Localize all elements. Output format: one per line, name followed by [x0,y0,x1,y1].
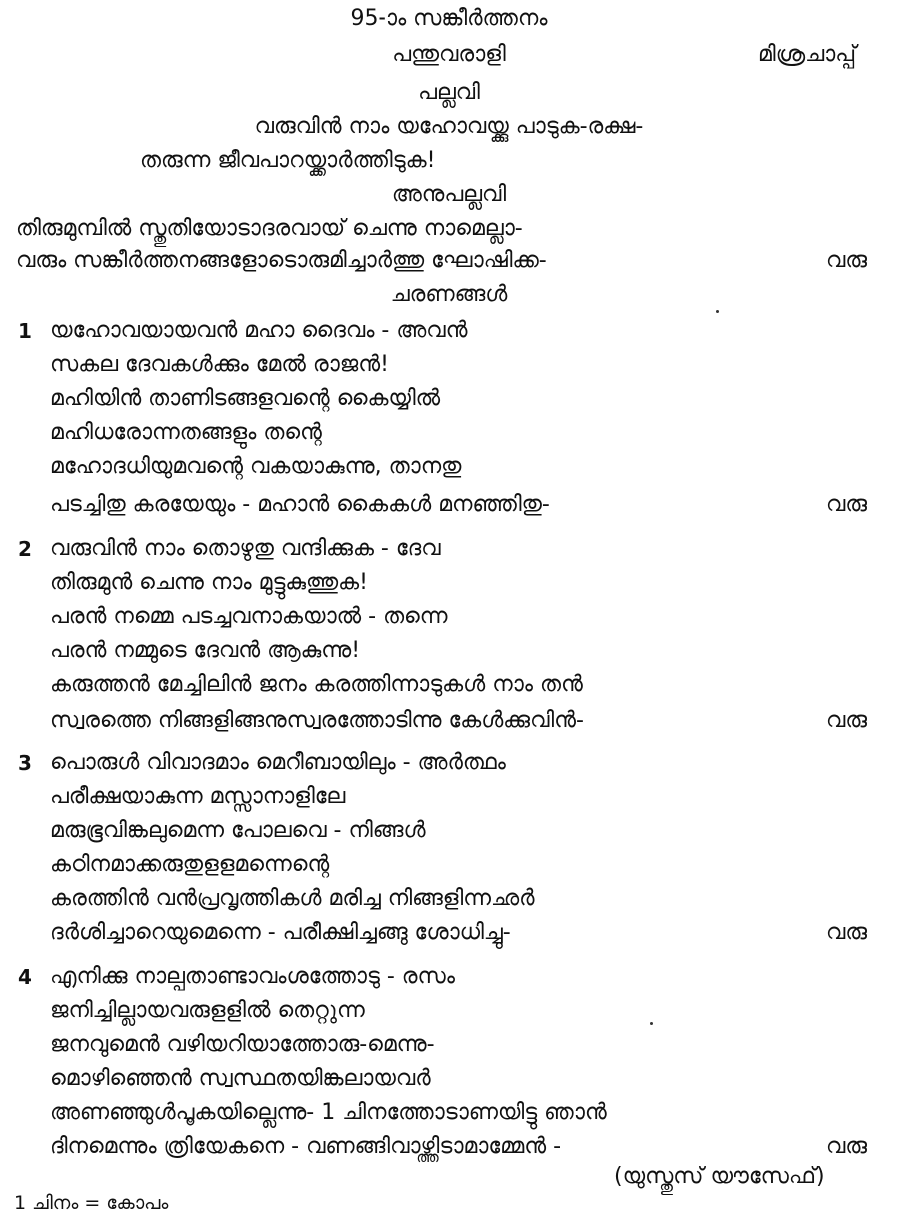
verse-1-line-6: പടച്ചിതു കരയേയും - മഹാൻ കൈകൾ മനഞ്ഞിതു- [50,492,550,517]
verse-4-refrain: വരു [826,1134,867,1159]
pallavi-heading: പല്ലവി [418,80,480,105]
verse-3-line-4: കഠിനമാക്കരുതുളളമന്നെന്റെ [50,852,330,877]
verse-3-line-3: മരുഭൂവിങ്കലുമെന്ന പോലവെ - നിങ്ങൾ [50,818,426,843]
verse-3-refrain: വരു [826,920,867,945]
verse-1-line-2: സകല ദേവകൾക്കും മേൽ രാജൻ! [50,352,389,377]
verse-4-line-5: അണഞ്ഞുൾപൂകയില്ലെന്നു- 1 ചിനത്തോടാണയിട്ടു ഞാൻ [50,1100,607,1125]
verse-3-line-1: പൊരുൾ വിവാദമാം മെറീബായിലും - അർത്ഥം [50,750,506,775]
pallavi-line-1: വരുവിൻ നാം യഹോവയ്ക്കു പാടുക-രക്ഷ- [254,114,644,139]
verse-4-line-3: ജനവുമെൻ വഴിയറിയാത്തോരു-മെന്നു- [50,1032,435,1057]
verse-4-line-1: എനിക്കു നാല്പതാണ്ടാവംശത്തോടു - രസം [50,964,455,989]
footnote: 1 ചിനം = കോപം [14,1192,169,1214]
verse-2-line-3: പരൻ നമ്മെ പടച്ചവനാകയാൽ - തന്നെ [50,604,448,629]
verse-4-line-4: മൊഴിഞ്ഞെൻ സ്വസ്ഥതയിങ്കലായവർ [50,1066,431,1091]
verse-number: 2 [18,537,32,561]
verse-number: 1 [18,319,32,343]
song-title: 95-ാം സങ്കീർത്തനം [350,6,548,31]
scan-speck [650,1022,653,1025]
verse-1-line-1: യഹോവയായവൻ മഹാ ദൈവം - അവൻ [50,318,468,343]
verse-3-line-5: കരത്തിൻ വൻപ്രവൃത്തികൾ മരിച്ച നിങ്ങളിന്നഛർ [50,886,535,911]
verse-1-line-5: മഹോദധിയുമവന്റെ വകയാകുന്നു, താനതു [50,454,462,479]
verse-2-line-6: സ്വരത്തെ നിങ്ങളിങ്ങനുസ്വരത്തോടിന്നു കേൾക്കുവിൻ- [50,708,584,733]
tala-name: മിശ്രചാപ്പ് [758,42,857,67]
verse-2-refrain: വരു [826,708,867,733]
verse-2-line-1: വരുവിൻ നാം തൊഴുതു വന്ദിക്കുക - ദേവ [50,536,441,561]
verse-number: 3 [18,751,32,775]
anupallavi-line-2: വരും സങ്കീർത്തനങ്ങളോടൊരുമിച്ചാർത്തു ഘോഷിക്ക- [16,248,547,273]
verse-number: 4 [18,965,32,989]
charanams-heading: ചരണങ്ങൾ [390,282,508,307]
verse-1-line-4: മഹിധരോന്നതങ്ങളും തന്റെ [50,420,322,445]
anupallavi-line-1: തിരുമുമ്പിൽ സ്തുതിയോടാദരവായ് ചെന്നു നാമെല്ലാ- [16,216,523,241]
verse-2-line-2: തിരുമുൻ ചെന്നു നാം മുട്ടുകുത്തുക! [50,570,368,595]
raga-name: പന്തുവരാളി [392,42,506,67]
verse-1-refrain: വരു [826,492,867,517]
pallavi-line-2: തരുന്ന ജീവപാറയ്ക്കാർത്തിടുക! [140,148,436,173]
verse-2-line-5: കരുത്തൻ മേച്ചിലിൻ ജനം കരത്തിന്നാടുകൾ നാം തൻ [50,672,583,697]
verse-4-line-6: ദിനമെന്നും ത്രിയേകനെ - വണങ്ങിവാഴ്ത്തിടാമാമ്മേൻ - [50,1134,562,1159]
verse-3-line-6: ദർശിച്ചാറെയുമെന്നെ - പരീക്ഷിച്ചങ്ങു ശോധിച്ചു- [50,920,511,945]
verse-3-line-2: പരീക്ഷയാകുന്ന മസ്സാനാളിലേ [50,784,346,809]
anupallavi-heading: അനുപല്ലവി [391,182,507,207]
author-credit: (യുസ്തുസ് യൗസേഫ്) [614,1164,825,1189]
verse-4-line-2: ജനിച്ചില്ലായവരുളളിൽ തെറ്റുന്ന [50,998,365,1023]
anupallavi-refrain: വരു [826,248,867,273]
scan-speck [716,310,719,313]
verse-2-line-4: പരൻ നമ്മുടെ ദേവൻ ആകുന്നു! [50,638,361,663]
verse-1-line-3: മഹിയിൻ താണിടങ്ങളവന്റെ കൈയ്യിൽ [50,386,441,411]
